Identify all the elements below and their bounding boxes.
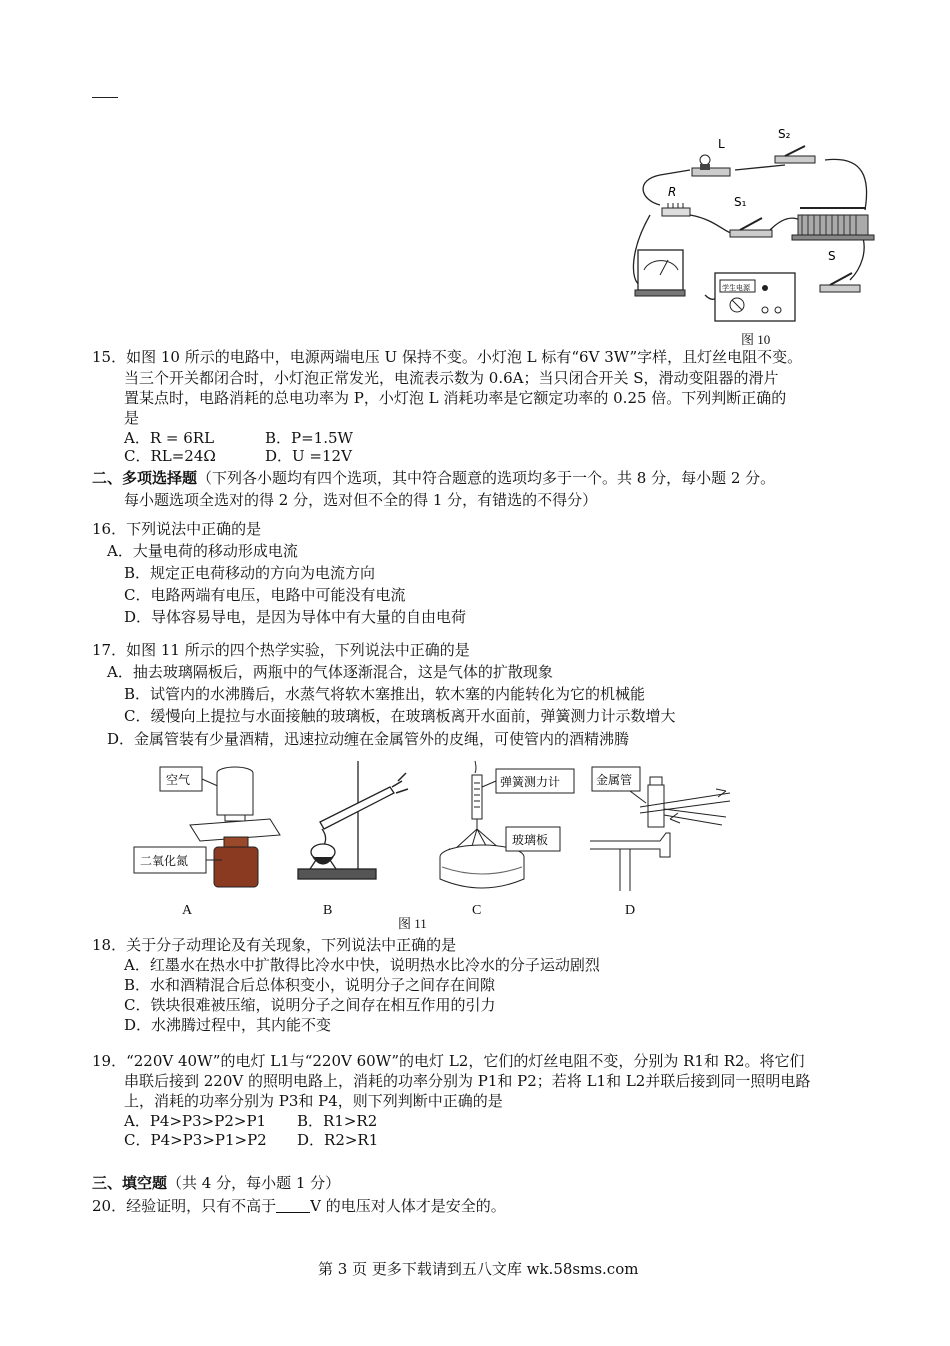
q19-option-c: C．P4>P3>P1>P2 [124,1131,267,1149]
lamp-L-icon [692,155,730,176]
q17-option-b: B．试管内的水沸腾后，水蒸气将软木塞推出，软木塞的内能转化为它的机械能 [124,685,646,703]
q17-stem: 17．如图 11 所示的四个热学实验，下列说法中正确的是 [92,641,470,659]
q16-option-d: D．导体容易导电，是因为导体中有大量的自由电荷 [124,608,467,626]
q18-stem: 18．关于分子动理论及有关现象，下列说法中正确的是 [92,936,457,954]
page-footer: 第 3 页 更多下载请到五八文库 wk.58sms.com [318,1260,639,1278]
q19-line-3: 上，消耗的功率分别为 P3和 P4，则下列判断中正确的是 [124,1092,503,1110]
section-2-title: 二、多项选择题 [92,469,198,487]
q15-line-3: 置某点时，电路消耗的总电功率为 P，小灯泡 L 消耗功率是它额定功率的 0.25 倍。下列判断正确的 [124,389,787,407]
section-2-desc-2: 每小题选项全选对的得 2 分，选对但不全的得 1 分，有错选的不得分） [124,491,598,509]
svg-text:空气: 空气 [166,773,191,787]
q18-option-c: C．铁块很难被压缩，说明分子之间存在相互作用的引力 [124,996,496,1014]
panel-c-letter: C [472,903,482,918]
header-rule [92,97,118,98]
svg-text:二氧化氮: 二氧化氮 [140,854,189,868]
q16-option-a: A．大量电荷的移动形成电流 [107,542,298,560]
section-3-desc: （共 4 分，每小题 1 分） [167,1174,341,1192]
q20-answer-blank[interactable] [276,1198,310,1213]
figure-10-circuit [620,120,885,325]
section-2-desc: （下列各小题均有四个选项，其中符合题意的选项均多于一个。共 8 分，每小题 2 分。 [197,469,776,487]
q16-stem: 16．下列说法中正确的是 [92,520,262,538]
figure-10-caption: 图 10 [741,332,771,347]
panel-b-test-tube [298,761,408,879]
svg-text:金属管: 金属管 [596,773,633,787]
figure-11-experiments [130,757,740,897]
section-3-header [92,1173,340,1193]
panel-d-letter: D [625,903,636,918]
q15-option-b: B．P=1.5W [265,429,353,447]
q17-option-d: D．金属管装有少量酒精，迅速拉动缠在金属管外的皮绳，可使管内的酒精沸腾 [107,730,630,748]
panel-b-letter: B [323,903,333,918]
svg-text:S₂: S₂ [778,127,791,141]
q17-option-a: A．抽去玻璃隔板后，两瓶中的气体逐渐混合，这是气体的扩散现象 [107,663,553,681]
question-20 [92,1196,506,1216]
q15-line-1: 15．如图 10 所示的电路中，电源两端电压 U 保持不变。小灯泡 L 标有“6V 3W”字样，且灯丝电阻不变。 [92,348,803,366]
q20-text-after: V 的电压对人体才是安全的。 [310,1197,506,1215]
svg-text:学生电源: 学生电源 [722,284,750,292]
resistor-R-icon [662,203,690,216]
q19-line-1: 19．“220V 40W”的电灯 L1与“220V 60W”的电灯 L2，它们的灯丝电阻不变，分别为 R1和 R2。将它们 [92,1052,805,1070]
q17-option-c: C．缓慢向上提拉与水面接触的玻璃板，在玻璃板离开水面前，弹簧测力计示数增大 [124,707,676,725]
svg-text:R: R [668,185,677,199]
rheostat-icon [792,208,874,240]
q20-text-before: 20．经验证明，只有不高于 [92,1197,277,1215]
svg-text:弹簧测力计: 弹簧测力计 [500,775,561,789]
q15-option-d: D．U =12V [265,447,352,465]
q16-option-c: C．电路两端有电压，电路中可能没有电流 [124,586,406,604]
switch-S2-icon [775,146,815,163]
q19-line-2: 串联后接到 220V 的照明电路上，消耗的功率分别为 P1和 P2；若将 L1和 L2并联后接到同一照明电路 [124,1072,811,1090]
svg-text:S: S [828,249,836,263]
panel-c-spring-scale [440,761,574,888]
q16-option-b: B．规定正电荷移动的方向为电流方向 [124,564,376,582]
q18-option-a: A．红墨水在热水中扩散得比冷水中快，说明热水比冷水的分子运动剧烈 [124,956,600,974]
q18-option-d: D．水沸腾过程中，其内能不变 [124,1016,332,1034]
ammeter-icon [635,250,685,296]
svg-text:L: L [718,137,725,151]
q15-option-c: C．RL=24Ω [124,447,216,465]
svg-text:玻璃板: 玻璃板 [512,833,549,847]
switch-S1-icon [730,218,772,237]
q15-option-a: A．R = 6RL [124,429,215,447]
q19-option-a: A．P4>P3>P2>P1 [124,1112,267,1130]
q15-line-2: 当三个开关都闭合时，小灯泡正常发光，电流表示数为 0.6A；当只闭合开关 S，滑动变阻器的滑片 [124,369,779,387]
panel-a-diffusion [134,767,280,887]
figure-11-caption: 图 11 [398,916,427,931]
q18-option-b: B．水和酒精混合后总体积变小，说明分子之间存在间隙 [124,976,496,994]
power-supply-icon [715,273,795,321]
q19-option-b: B．R1>R2 [297,1112,378,1130]
svg-text:S₁: S₁ [734,195,747,209]
panel-d-metal-tube [590,767,730,891]
section-2-header [92,468,775,488]
q19-option-d: D．R2>R1 [297,1131,379,1149]
section-3-title: 三、填空题 [92,1174,168,1192]
q15-line-4: 是 [124,409,140,427]
panel-a-letter: A [182,903,193,918]
